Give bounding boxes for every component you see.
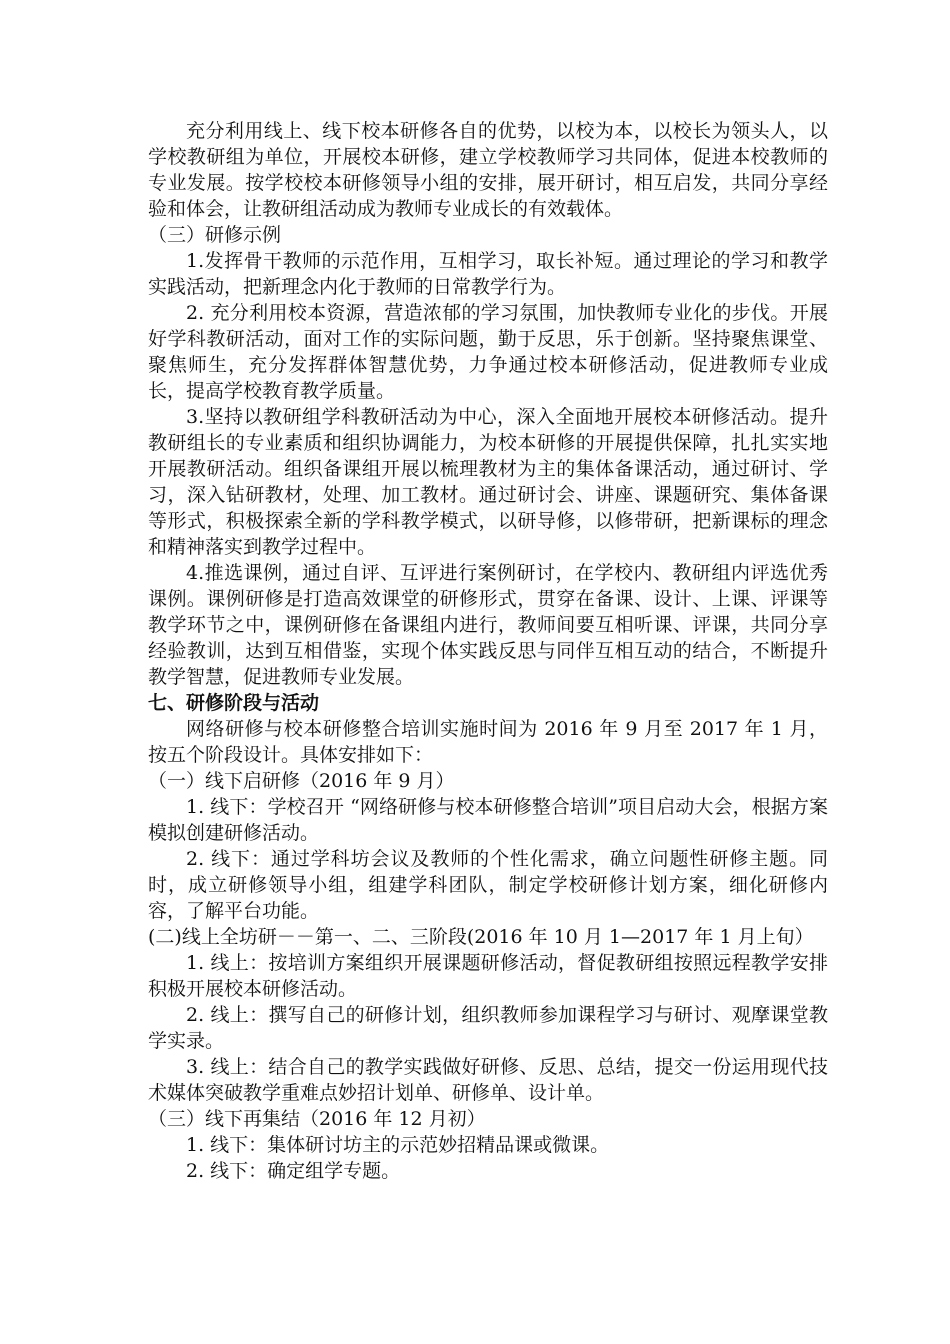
paragraph-stage2-item-2: 2. 线上：撰写自己的研修计划，组织教师参加课程学习与研讨、观摩课堂教学实录。 (148, 1004, 828, 1052)
paragraph-example-1: 1.发挥骨干教师的示范作用，互相学习，取长补短。通过理论的学习和教学实践活动，把新理念内化于教师的日常教学行为。 (148, 250, 828, 298)
paragraph-stage3-item-1: 1. 线下：集体研讨坊主的示范妙招精品课或微课。 (186, 1134, 610, 1156)
document-body (148, 118, 828, 1184)
paragraph-stage1-item-1: 1. 线下：学校召开 “网络研修与校本研修整合培训”项目启动大会，根据方案模拟创建研修活动。 (148, 796, 828, 844)
subheading-research-examples: （三）研修示例 (148, 224, 282, 246)
section-heading-stages: 七、研修阶段与活动 (148, 692, 320, 714)
subheading-stage-1: （一）线下启研修（2016 年 9 月） (148, 770, 455, 792)
paragraph-intro: 充分利用线上、线下校本研修各自的优势，以校为本，以校长为领头人，以学校教研组为单位，开展校本研修，建立学校教师学习共同体，促进本校教师的专业发展。按学校校本研修领导小组的安排，展开研讨，相互启发，共同分享经验和体会，让教研组活动成为教师专业成长的有效载体。 (148, 120, 828, 220)
paragraph-stage2-item-3: 3. 线上：结合自己的教学实践做好研修、反思、总结，提交一份运用现代技术媒体突破教学重难点妙招计划单、研修单、设计单。 (148, 1056, 828, 1104)
subheading-stage-3: （三）线下再集结（2016 年 12 月初） (148, 1108, 486, 1130)
paragraph-stage1-item-2: 2. 线下：通过学科坊会议及教师的个性化需求，确立问题性研修主题。同时，成立研修领导小组，组建学科团队，制定学校研修计划方案，细化研修内容，了解平台功能。 (148, 848, 828, 922)
paragraph-example-4: 4.推选课例，通过自评、互评进行案例研讨，在学校内、教研组内评选优秀课例。课例研修是打造高效课堂的研修形式，贯穿在备课、设计、上课、评课等教学环节之中，课例研修在备课组内进行，教师间要互相听课、评课，共同分享经验教训，达到互相借鉴，实现个体实践反思与同伴互相互动的结合，不断提升教学智慧，促进教师专业发展。 (148, 562, 828, 688)
paragraph-example-2: 2. 充分利用校本资源，营造浓郁的学习氛围，加快教师专业化的步伐。开展好学科教研活动，面对工作的实际问题，勤于反思，乐于创新。坚持聚焦课堂、聚焦师生，充分发挥群体智慧优势，力争通过校本研修活动，促进教师专业成长，提高学校教育教学质量。 (148, 302, 828, 402)
paragraph-stage3-item-2: 2. 线下：确定组学专题。 (186, 1160, 401, 1182)
paragraph-example-3: 3.坚持以教研组学科教研活动为中心，深入全面地开展校本研修活动。提升教研组长的专业素质和组织协调能力，为校本研修的开展提供保障，扎扎实实地开展教研活动。组织备课组开展以梳理教材为主的集体备课活动，通过研讨、学习，深入钻研教材，处理、加工教材。通过研讨会、讲座、课题研究、集体备课等形式，积极探索全新的学科教学模式，以研导修，以修带研，把新课标的理念和精神落实到教学过程中。 (148, 406, 828, 558)
subheading-stage-2: (二)线上全坊研－－第一、二、三阶段(2016 年 10 月 1—2017 年 1 月上旬） (148, 926, 814, 948)
paragraph-schedule: 网络研修与校本研修整合培训实施时间为 2016 年 9 月至 2017 年 1 月，按五个阶段设计。具体安排如下： (148, 718, 828, 766)
paragraph-stage2-item-1: 1. 线上：按培训方案组织开展课题研修活动，督促教研组按照远程教学安排积极开展校本研修活动。 (148, 952, 828, 1000)
